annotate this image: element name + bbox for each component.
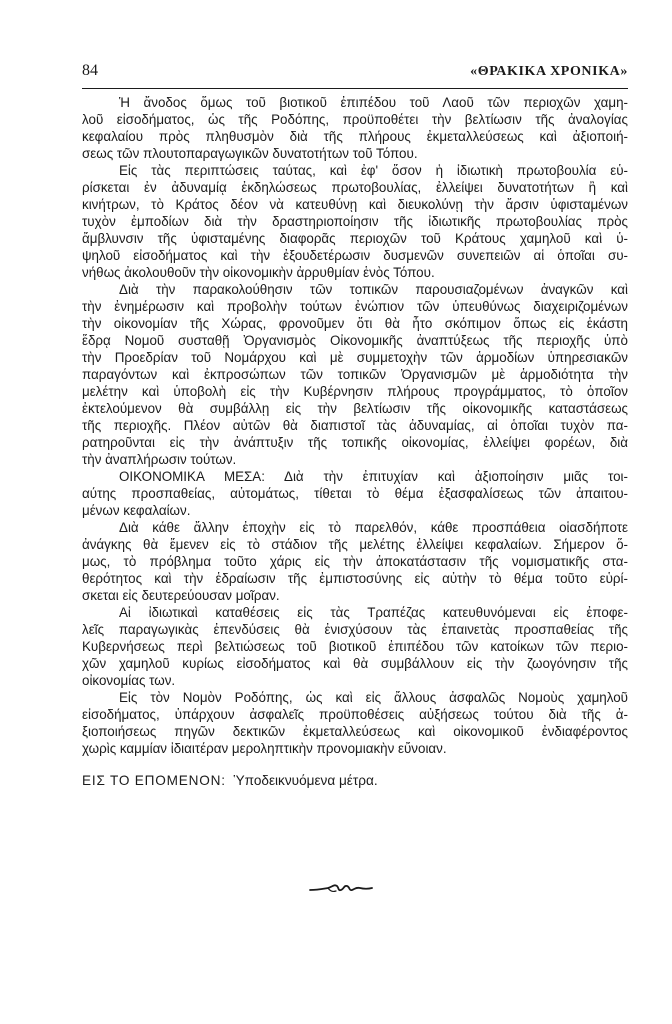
article-body [82, 94, 628, 757]
text-line: σκεται εἰς δευτερεύουσαν μοῖραν. [82, 588, 280, 603]
text-line: τὴν ἐνημέρωσιν καὶ προβολὴν τούτων ἐνώπιον τῶν ὑπευθύνως διαχειριζομένων [82, 299, 628, 314]
next-issue-note [82, 772, 628, 789]
text-line: οἰκονομίας των. [82, 673, 176, 688]
text-line: νήθως ἀκολουθοῦν τὴν οἰκονομικὴν ἀρρυθμίαν ἑνὸς Τόπου. [82, 265, 435, 280]
paragraph [82, 689, 628, 757]
text-line: ἕδρᾳ Νομοῦ συσταθῇ Ὀργανισμὸς Οἰκονομικῆς ἀναπτύξεως τῆς περιοχῆς ὑπὸ [82, 333, 628, 348]
text-line: χωρὶς καμμίαν ἰδιαιτέραν μεροληπτικὴν προνομιακὴν εὔνοιαν. [82, 741, 447, 756]
text-line: ἐκτελούμενον θὰ συμβάλλῃ εἰς τὴν βελτίωσιν τῆς οἰκονομικῆς καταστάσεως [82, 401, 628, 416]
text-line: εἰσοδήματος, ὑπάρχουν ἀσφαλεῖς προϋποθέσεις αὐξήσεως τούτου διὰ τῆς ἀ- [82, 707, 628, 722]
next-issue-text: Ὑποδεικνυόμενα μέτρα. [233, 773, 378, 788]
text-line: ἀνάγκης θὰ ἔμενεν εἰς τὸ στάδιον τῆς μελέτης ἐλλείψει κεφαλαίων. Σήμερον ὅ- [82, 537, 628, 552]
text-line: λεῖς παραγωγικὰς ἐπενδύσεις θὰ ἐνισχύσουν τὰς ἐπαινετὰς προσπαθείας τῆς [82, 622, 628, 637]
text-line: χῶν χαμηλοῦ κυρίως εἰσοδήματος καὶ θὰ συμβάλλουν εἰς τὴν ζωογόνησιν τῆς [82, 656, 628, 671]
text-line: ρατηροῦνται εἰς τὴν ἀνάπτυξιν τῆς τοπικῆς οἰκονομίας, ἐλλείψει φορέων, διὰ [82, 435, 628, 450]
text-line: παραγόντων καὶ ἐκπροσώπων τῶν τοπικῶν Ὀργανισμῶν μὲ ἁρμοδιότητα τὴν [82, 367, 628, 382]
text-line: τὴν Προεδρίαν τοῦ Νομάρχου καὶ μὲ συμμετοχὴν τῶν ἁρμοδίων ὑπηρεσιακῶν [82, 350, 628, 365]
text-line: Κυβερνήσεως περὶ βελτιώσεως τοῦ βιοτικοῦ ἐπιπέδου τῶν κατοίκων τῶν περιο- [82, 639, 628, 654]
text-line: μελέτην καὶ ὑποβολὴ εἰς τὴν Κυβέρνησιν πλήρους προγράμματος, τὸ ὁποῖον [82, 384, 628, 399]
text-line: κεφαλαίου πρὸς πληθυσμὸν διὰ τῆς πλήρους ἐκμεταλλεύσεως καὶ ἀξιοποιή- [82, 129, 628, 144]
text-line: μως, τὸ πρόβλημα τοῦτο χάρις εἰς τὴν ἀποκατάστασιν τῆς νομισματικῆς στα- [82, 554, 628, 569]
text-line: Αἱ ἰδιωτικαὶ καταθέσεις εἰς τὰς Τραπέζας κατευθυνόμεναι εἰς ἐποφε- [119, 605, 628, 620]
text-line: ψηλοῦ εἰσοδήματος καὶ τὴν ἐξουδετέρωσιν δυσμενῶν συνεπειῶν αἱ ὁποῖαι συ- [82, 248, 628, 263]
decorative-flourish [308, 879, 374, 897]
text-line: ΟΙΚΟΝΟΜΙΚΑ ΜΕΣΑ: Διὰ τὴν ἐπιτυχίαν καὶ ἀξιοποίησιν μιᾶς τοι- [119, 469, 628, 484]
text-line: μένων κεφαλαίων. [82, 503, 191, 518]
text-line: Εἰς τὸν Νομὸν Ροδόπης, ὡς καὶ εἰς ἄλλους ἀσφαλῶς Νομοὺς χαμηλοῦ [119, 690, 628, 705]
text-line: Ἡ ἄνοδος ὅμως τοῦ βιοτικοῦ ἐπιπέδου τοῦ Λαοῦ τῶν περιοχῶν χαμη- [119, 95, 628, 110]
paragraph [82, 281, 628, 468]
text-line: ρίσκεται ἐν ἀδυναμίᾳ ἐκδηλώσεως πρωτοβουλίας, ἐλλείψει δυνατοτήτων ἢ καὶ [82, 180, 628, 195]
paragraph-economic-means [82, 468, 628, 519]
page-number: 84 [82, 62, 98, 79]
journal-title: «ΘΡΑΚΙΚΑ ΧΡΟΝΙΚΑ» [470, 64, 628, 79]
text-line: ἄμβλυνσιν τῆς ὑφισταμένης διαφορᾶς περιοχῶν τοῦ Κράτους χαμηλοῦ καὶ ὑ- [82, 231, 628, 246]
text-line: κινήτρων, τὸ Κράτος δέον νὰ κατευθύνῃ καὶ διευκολύνῃ τὴν ἄρσιν ὑφισταμένων [82, 197, 628, 212]
paragraph [82, 94, 628, 162]
paragraph [82, 519, 628, 604]
header-rule [82, 88, 628, 89]
text-line: θερότητος καὶ τὴν ἑδραίωσιν τῆς ἐμπιστοσύνης εἰς αὐτὴν τὸ θέμα τοῦτο εὑρί- [82, 571, 628, 586]
next-issue-label: ΕΙΣ ΤΟ ΕΠΟΜΕΝΟΝ: [82, 773, 226, 788]
text-line: Διὰ κάθε ἄλλην ἐποχὴν εἰς τὸ παρελθόν, κάθε προσπάθεια οἱασδήποτε [119, 520, 628, 535]
text-line: τὴν οἰκονομίαν τῆς Χώρας, φρονοῦμεν ὅτι θὰ ἦτο σκόπιμον ὅπως εἰς ἑκάστη [82, 316, 628, 331]
text-line: ξιοποιήσεως πηγῶν δεκτικῶν ἐκμεταλλεύσεως καὶ οἰκονομικοῦ ἐνδιαφέροντος [82, 724, 628, 739]
text-line: τὴν ἀναπλήρωσιν τούτων. [82, 452, 237, 467]
paragraph [82, 604, 628, 689]
text-line: σεως τῶν πλουτοπαραγωγικῶν δυνατοτήτων τοῦ Τόπου. [82, 146, 418, 161]
paragraph [82, 162, 628, 281]
text-line: αύτης προσπαθείας, αὐτομάτως, τίθεται τὸ θέμα ἐξασφαλίσεως τῶν ἀπαιτου- [82, 486, 628, 501]
text-line: λοῦ εἰσοδήματος, ὡς τῆς Ροδόπης, προϋποθέτει τὴν βελτίωσιν τῆς ἀναλογίας [82, 112, 628, 127]
text-line: τῆς περιοχῆς. Πλέον αὐτῶν θὰ διαπιστοῖ τὰς ἀδυναμίας, αἱ ὁποῖαι τυχὸν πα- [82, 418, 628, 433]
text-line: Εἰς τὰς περιπτώσεις ταύτας, καὶ ἐφ' ὅσον ἡ ἰδιωτικὴ πρωτοβουλία εὑ- [119, 163, 628, 178]
text-line: Διὰ τὴν παρακολούθησιν τῶν τοπικῶν παρουσιαζομένων ἀναγκῶν καὶ [119, 282, 628, 297]
text-line: τυχὸν ἐμποδίων διὰ τὴν δραστηριοποίησιν τῆς ἰδιωτικῆς πρωτοβουλίας πρὸς [82, 214, 628, 229]
